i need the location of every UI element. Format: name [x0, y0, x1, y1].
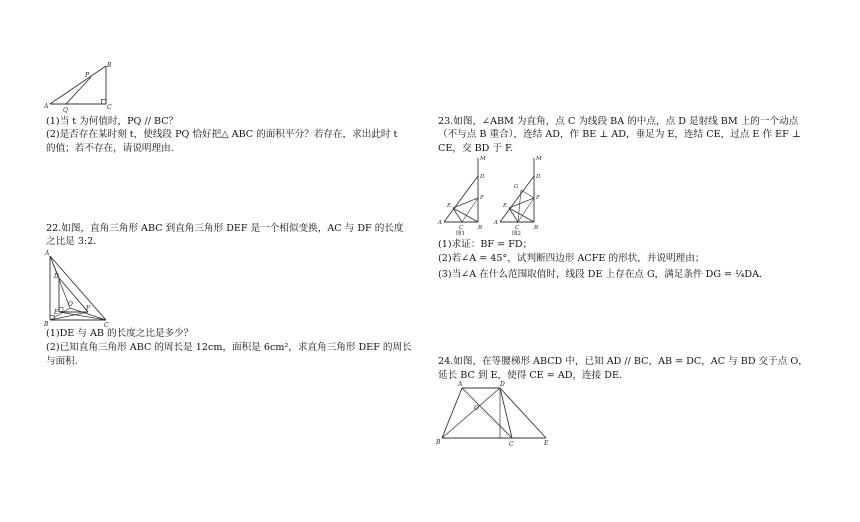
q22-stem-line1: 22.如图，直角三角形 ABC 到直角三角形 DEF 是一个相似变换，AC 与 DF 的长度: [46, 223, 404, 234]
q22-label-E: E: [54, 309, 59, 316]
q24-label-E: E: [544, 440, 549, 447]
q24-label-A: A: [458, 381, 463, 388]
q23-fig1-label-C: C: [459, 225, 464, 231]
q23-part3: (3)当∠A 在什么范围取值时，线段 DE 上存在点 G，满足条件 DG = ¼DA.: [438, 269, 763, 280]
q21-label-A: A: [44, 103, 49, 110]
q22-part1: (1)DE 与 AB 的长度之比是多少？: [46, 328, 194, 339]
q24-stem-line1: 24.如图，在等腰梯形 ABCD 中，已知 AD // BC，AB = DC，AC 与 BD 交于点 O，: [438, 356, 808, 367]
q21-label-C: C: [107, 104, 112, 111]
q22-part2-cont: 与面积.: [46, 356, 78, 367]
q23-figure-1: [438, 154, 490, 237]
q23-fig1-label-F: F: [480, 195, 484, 201]
q24-label-D: D: [500, 381, 505, 388]
q21-part1: (1)当 t 为何值时，PQ // BC？: [46, 116, 179, 127]
q21-part2: (2)是否存在某时刻 t，使线段 PQ 恰好把△ ABC 的面积平分？若存在，求出此时 t: [46, 129, 398, 140]
q22-label-B: B: [44, 321, 49, 328]
q23-fig2-label-G: G: [514, 184, 519, 190]
q22-label-F: F: [86, 305, 91, 312]
q21-label-P: P: [85, 72, 90, 79]
q24-label-O: O: [474, 405, 479, 412]
q22-label-A: A: [45, 250, 50, 257]
q24-stem-line2: 延长 BC 到 E，使得 CE = AD，连接 DE.: [438, 370, 623, 381]
q23-fig2-label-C: C: [515, 225, 520, 231]
q23-figure-2: [494, 154, 546, 237]
q22-similar-triangles-figure: [42, 248, 112, 328]
q24-label-C: C: [509, 441, 514, 448]
q23-fig1-label-M: M: [480, 156, 486, 162]
q23-fig1-label-A: A: [438, 220, 442, 226]
q22-label-O: O: [68, 301, 73, 308]
q22-label-D: D: [54, 273, 59, 280]
q22-label-C: C: [104, 322, 109, 329]
q23-fig2-label-F: F: [536, 195, 540, 201]
q23-stem-line3: CE，交 BD 于 F.: [438, 143, 514, 154]
q23-fig2-label-E: E: [503, 203, 508, 209]
q21-triangle-figure: [44, 62, 116, 112]
q23-fig1-label-E: E: [447, 203, 452, 209]
q23-fig2-label-D: D: [536, 174, 541, 180]
q21-label-Q: Q: [63, 107, 68, 114]
q23-part2: (2)若∠A = 45°，试判断四边形 ACFE 的形状，并说明理由；: [438, 253, 705, 264]
q23-fig2-caption: 图2: [512, 231, 521, 237]
q21-label-B: B: [107, 62, 112, 69]
q23-fig1-label-D: D: [480, 174, 485, 180]
q23-fig1-label-B: B: [478, 225, 483, 231]
q23-fig1-caption: 图1: [456, 231, 465, 237]
q23-stem-line2: （不与点 B 重合），连结 AD，作 BE ⊥ AD，垂足为 E，连结 CE，过点 E 作 EF ⊥: [438, 129, 801, 140]
q23-stem-line1: 23.如图，∠ABM 为直角，点 C 为线段 BA 的中点，点 D 是射线 BM 上的一个动点: [438, 116, 799, 127]
q23-part1: (1)求证：BF = FD；: [438, 239, 533, 250]
q24-label-B: B: [436, 439, 441, 446]
q21-part2-cont: 的值；若不存在，请说明理由.: [46, 143, 174, 154]
q22-part2: (2)已知直角三角形 ABC 的周长是 12cm，面积是 6cm²，求直角三角形 DEF 的周长: [46, 342, 412, 353]
q23-fig2-label-A: A: [494, 220, 498, 226]
q23-fig2-label-M: M: [536, 156, 542, 162]
q24-trapezoid-figure: [436, 380, 552, 448]
q23-fig2-label-B: B: [534, 225, 539, 231]
q22-stem-line2: 之比是 3:2.: [46, 236, 97, 247]
